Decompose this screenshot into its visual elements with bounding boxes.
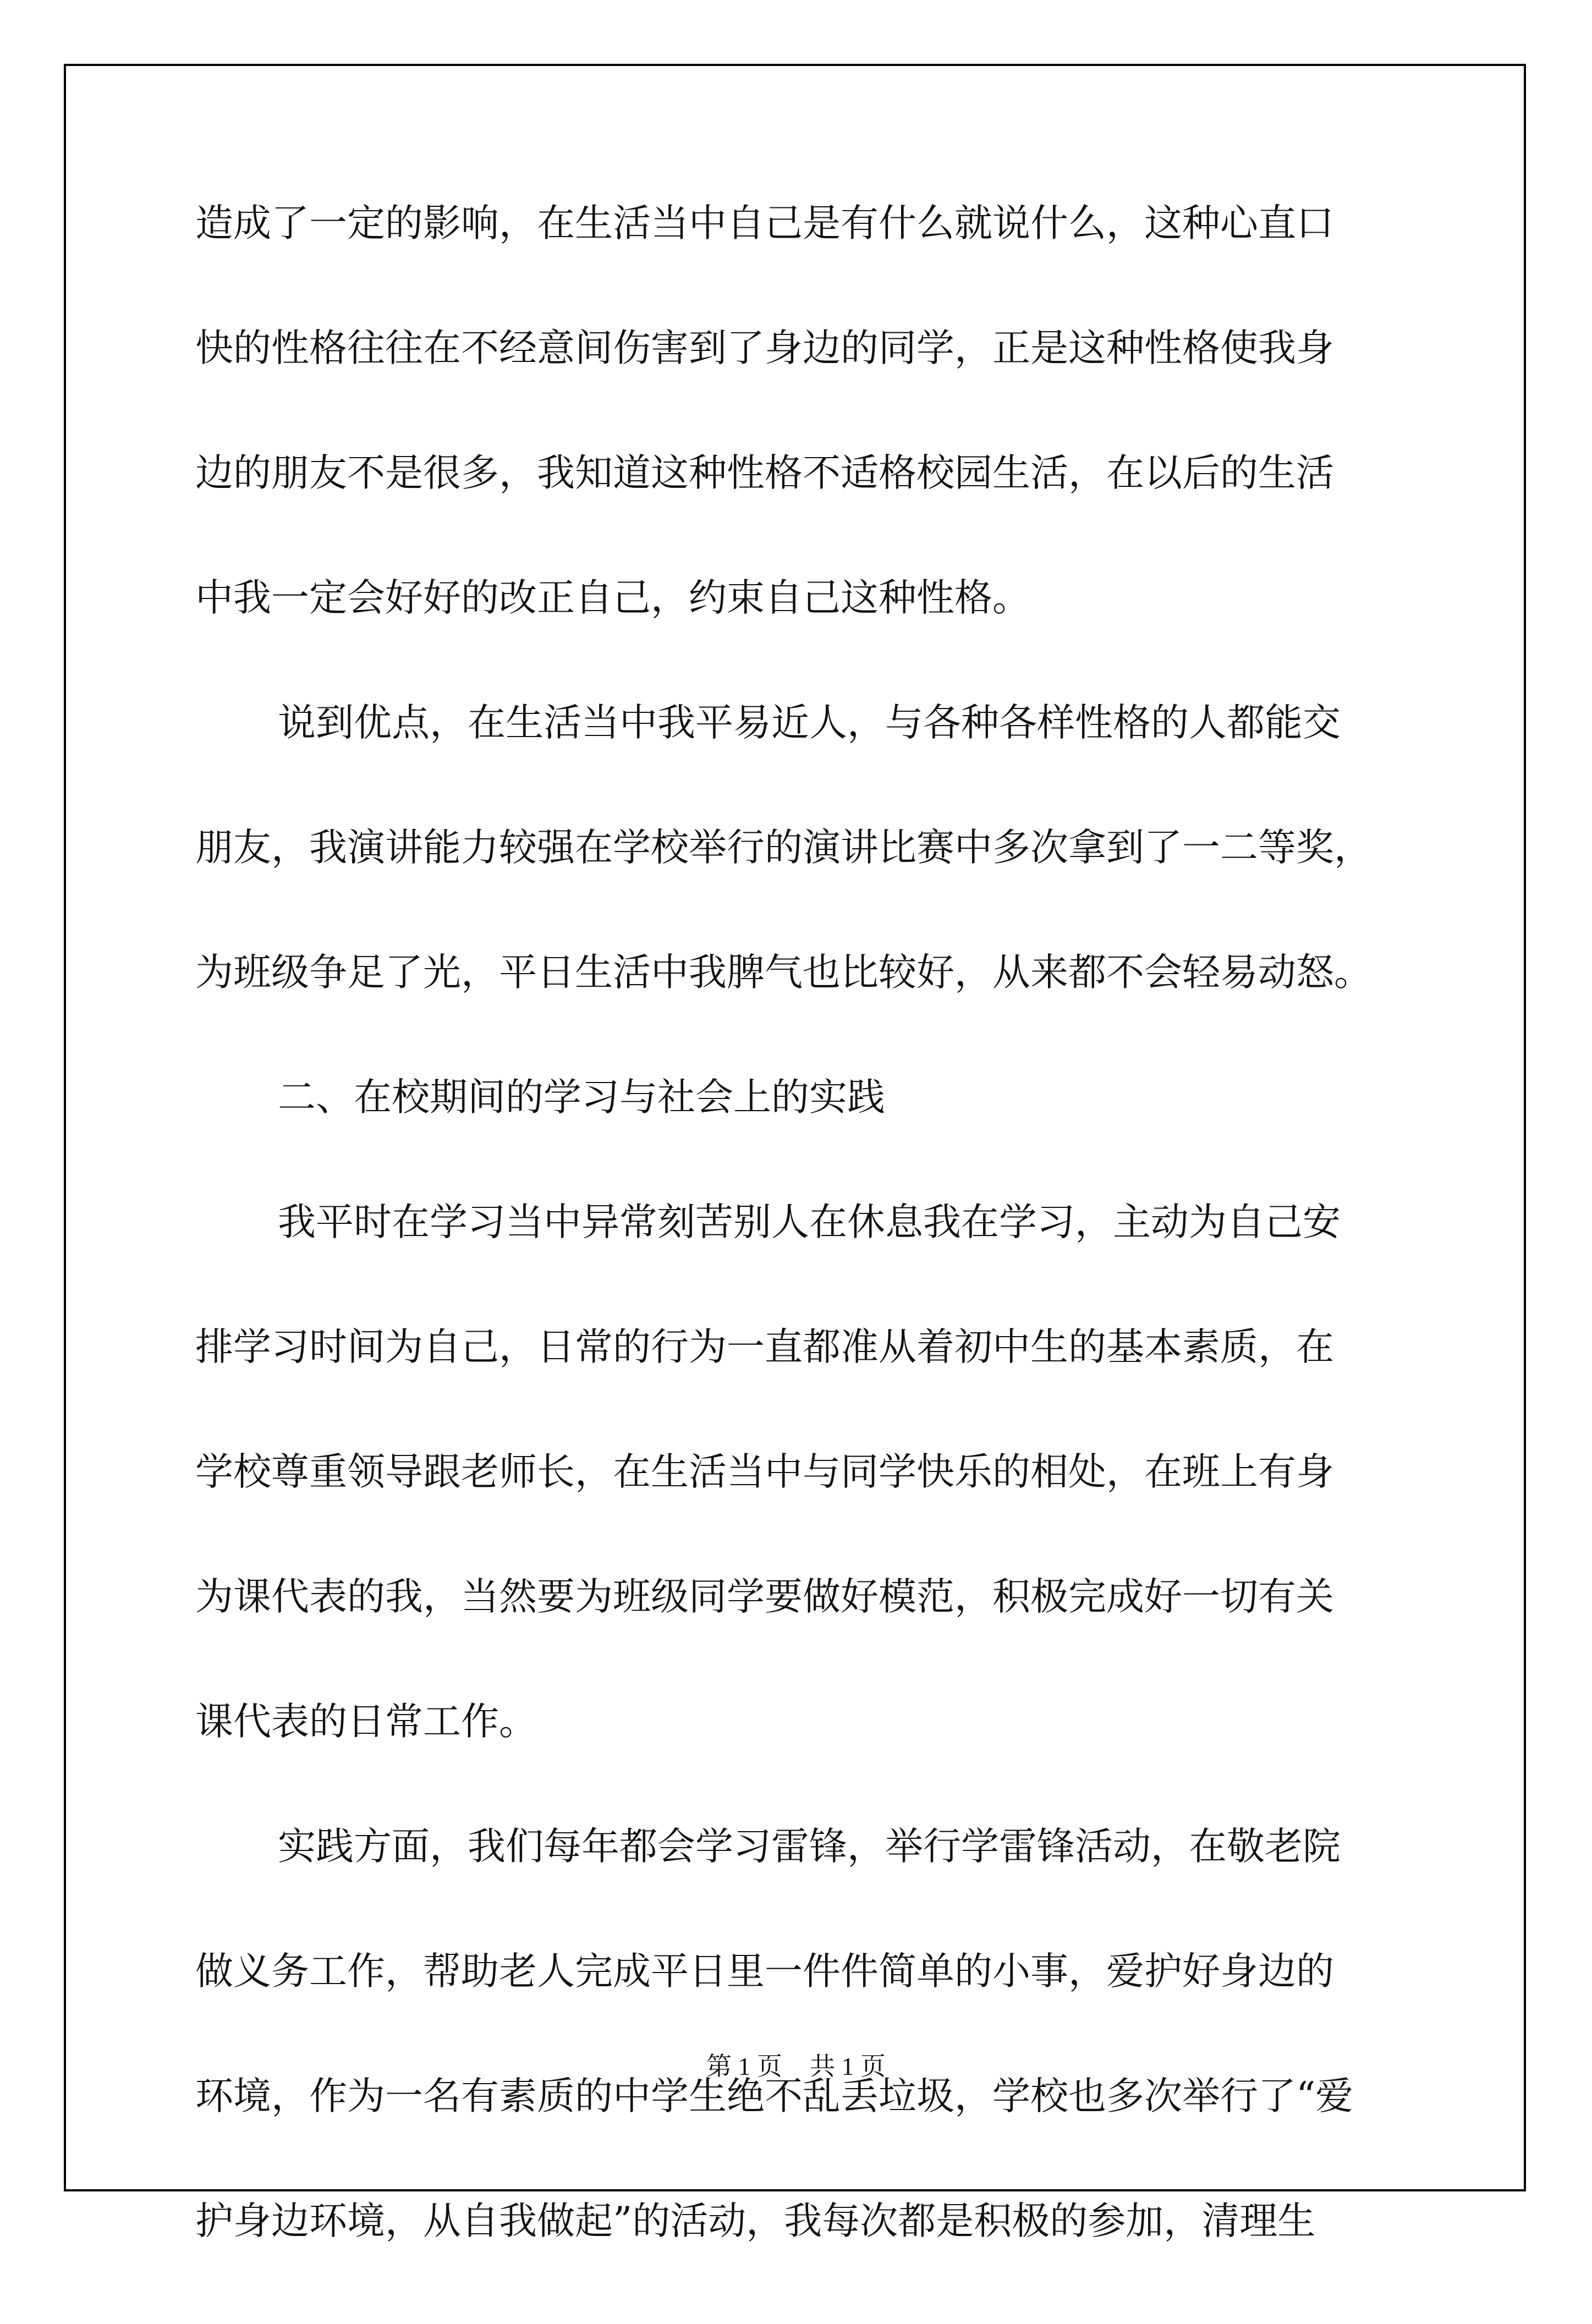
page-footer bbox=[0, 2046, 1592, 2083]
text-line: 实践方面，我们每年都会学习雷锋，举行学雷锋活动，在敬老院 bbox=[278, 1825, 1341, 1869]
section-heading: 二、在校期间的学习与社会上的实践 bbox=[278, 1075, 885, 1119]
text-line: 排学习时间为自己，日常的行为一直都准从着初中生的基本素质，在 bbox=[195, 1325, 1334, 1369]
text-line: 快的性格往往在不经意间伤害到了身边的同学，正是这种性格使我身 bbox=[195, 326, 1334, 370]
text-line: 为班级争足了光，平日生活中我脾气也比较好，从来都不会轻易动怒。 bbox=[195, 951, 1372, 995]
text-line: 做义务工作，帮助老人完成平日里一件件简单的小事，爱护好身边的 bbox=[195, 1949, 1334, 1993]
text-line: 我平时在学习当中异常刻苦别人在休息我在学习，主动为自己安 bbox=[278, 1200, 1341, 1244]
text-line: 造成了一定的影响，在生活当中自己是有什么就说什么，这种心直口 bbox=[195, 201, 1334, 245]
text-line: 为课代表的我，当然要为班级同学要做好模范，积极完成好一切有关 bbox=[195, 1575, 1334, 1619]
text-line: 环境，作为一名有素质的中学生绝不乱丢垃圾，学校也多次举行了“爱 bbox=[195, 2074, 1354, 2118]
text-line: 学校尊重领导跟老师长，在生活当中与同学快乐的相处，在班上有身 bbox=[195, 1450, 1334, 1494]
page-total: 共 1 页 bbox=[810, 2052, 886, 2080]
document-body bbox=[195, 201, 1406, 2324]
page-number: 第 1 页 bbox=[706, 2052, 782, 2080]
text-line: 护身边环境，从自我做起”的活动，我每次都是积极的参加，清理生 bbox=[195, 2199, 1316, 2243]
text-line: 边的朋友不是很多，我知道这种性格不适格校园生活，在以后的生活 bbox=[195, 451, 1334, 495]
text-line: 中我一定会好好的改正自己，约束自己这种性格。 bbox=[195, 576, 1030, 620]
text-line: 说到优点，在生活当中我平易近人，与各种各样性格的人都能交 bbox=[278, 701, 1341, 745]
text-line: 课代表的日常工作。 bbox=[195, 1700, 537, 1744]
text-line: 朋友，我演讲能力较强在学校举行的演讲比赛中多次拿到了一二等奖， bbox=[195, 826, 1372, 870]
